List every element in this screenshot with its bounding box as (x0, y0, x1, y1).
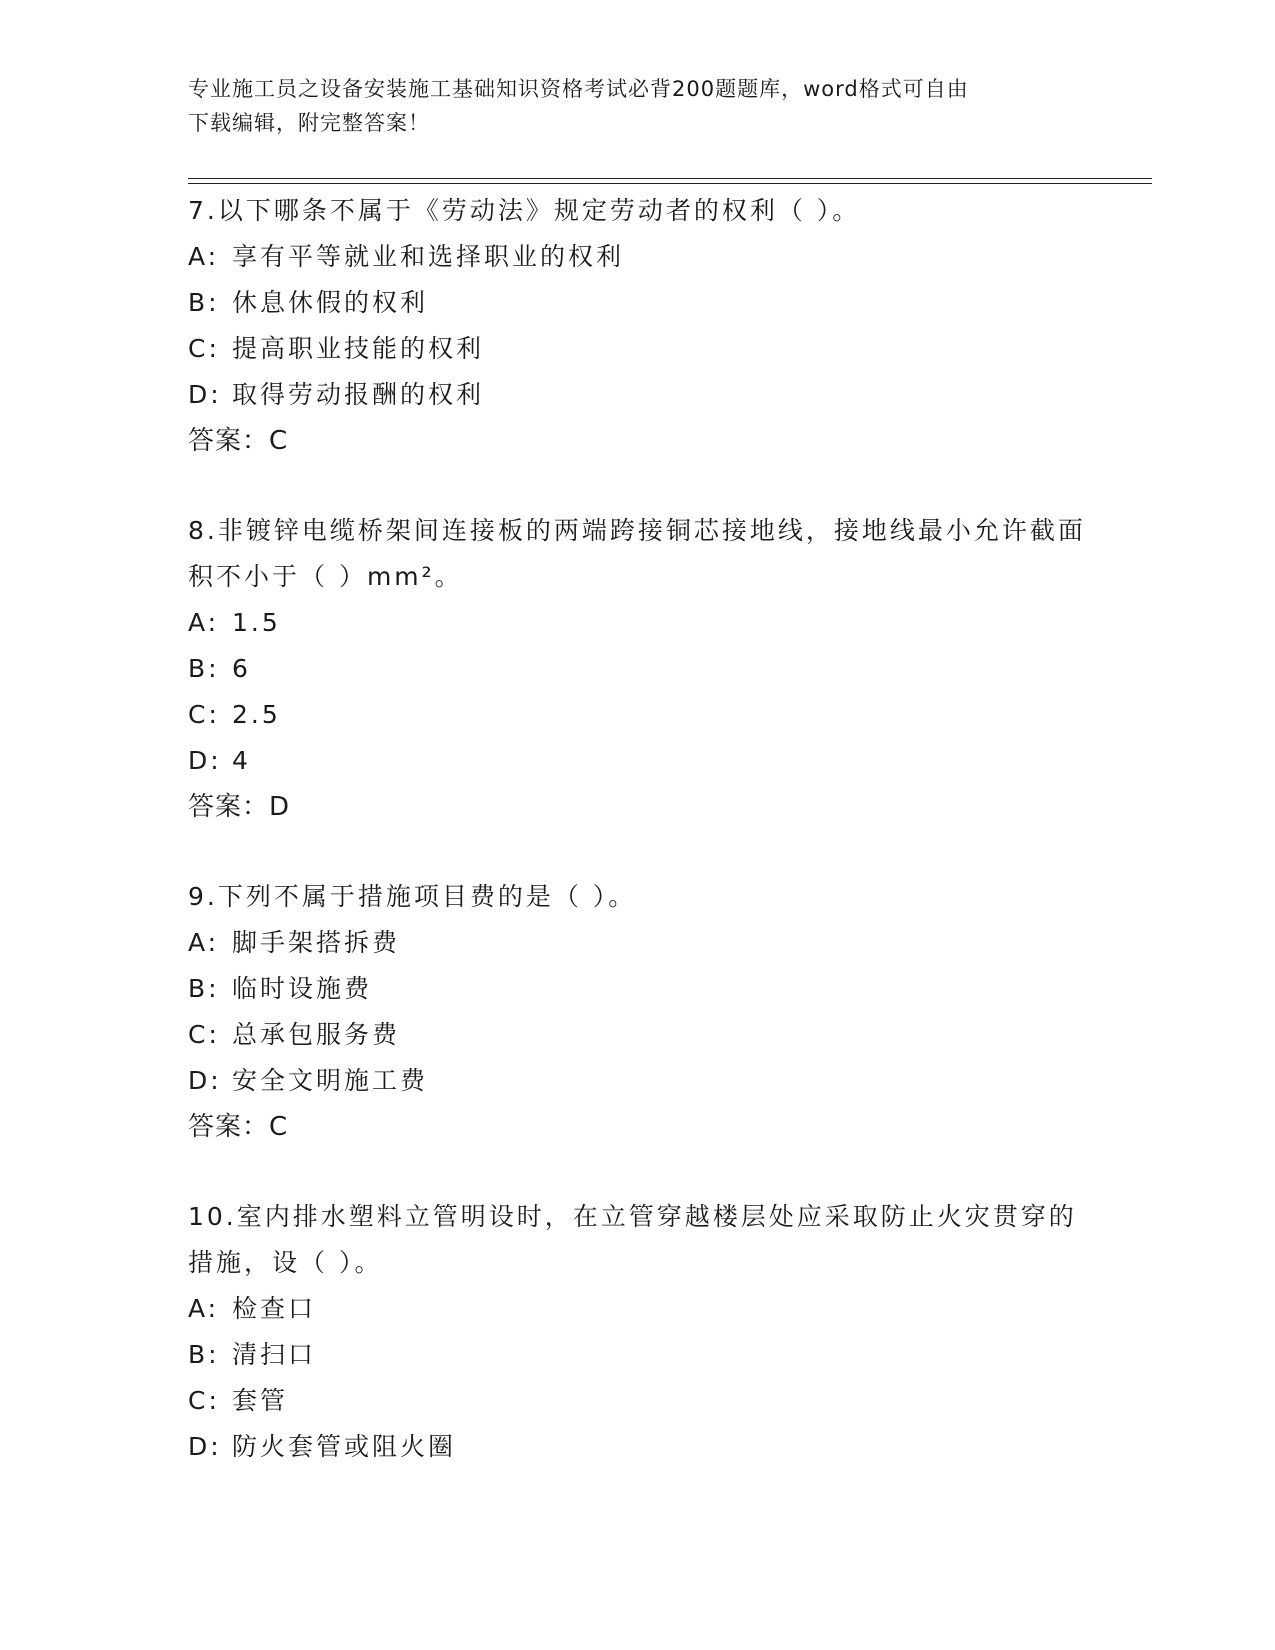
option-a (188, 600, 1088, 646)
answer: 答案：D (188, 792, 291, 822)
question-text: 10.室内排水塑料立管明设时，在立管穿越楼层处应采取防止火灾贯穿的措施，设（ ）。 (188, 1202, 1077, 1277)
option-key: A: (188, 608, 220, 637)
option-text: 临时设施费 (232, 974, 373, 1003)
option-text: 取得劳动报酬的权利 (232, 380, 485, 409)
option-d (188, 1424, 1088, 1470)
option-b (188, 1332, 1088, 1378)
option-text: 清扫口 (232, 1340, 317, 1369)
option-b (188, 966, 1088, 1012)
option-text: 总承包服务费 (232, 1020, 401, 1049)
option-key: B: (188, 974, 220, 1003)
option-text: 享有平等就业和选择职业的权利 (232, 242, 625, 271)
option-a (188, 920, 1088, 966)
option-d (188, 372, 1088, 418)
option-c (188, 1012, 1088, 1058)
option-key: B: (188, 654, 220, 683)
question-list (188, 188, 1088, 1514)
option-text: 1.5 (232, 608, 281, 637)
option-c (188, 1378, 1088, 1424)
question-text: 9.下列不属于措施项目费的是（ ）。 (188, 882, 637, 911)
option-b (188, 280, 1088, 326)
question-9 (188, 874, 1088, 1150)
question-8 (188, 508, 1088, 830)
option-key: A: (188, 928, 220, 957)
option-key: C: (188, 1020, 220, 1049)
option-c (188, 692, 1088, 738)
option-c (188, 326, 1088, 372)
option-text: 6 (232, 654, 251, 683)
option-a (188, 1286, 1088, 1332)
option-text: 套管 (232, 1386, 289, 1415)
header-line-2: 下载编辑，附完整答案！ (188, 111, 430, 135)
option-key: D: (188, 1432, 222, 1461)
option-key: B: (188, 1340, 220, 1369)
answer: 答案：C (188, 426, 289, 456)
option-a (188, 234, 1088, 280)
question-7 (188, 188, 1088, 464)
option-text: 脚手架搭拆费 (232, 928, 401, 957)
option-key: C: (188, 700, 220, 729)
option-key: C: (188, 1386, 220, 1415)
question-10 (188, 1194, 1088, 1470)
option-b (188, 646, 1088, 692)
option-text: 2.5 (232, 700, 281, 729)
option-text: 检查口 (232, 1294, 317, 1323)
option-key: C: (188, 334, 220, 363)
question-text: 8.非镀锌电缆桥架间连接板的两端跨接铜芯接地线，接地线最小允许截面积不小于（ ）mm²。 (188, 516, 1086, 591)
question-text: 7.以下哪条不属于《劳动法》规定劳动者的权利（ ）。 (188, 196, 861, 225)
option-key: D: (188, 380, 222, 409)
option-key: A: (188, 242, 220, 271)
answer: 答案：C (188, 1112, 289, 1142)
header-divider-bottom (188, 183, 1152, 184)
option-key: D: (188, 1066, 222, 1095)
option-d (188, 1058, 1088, 1104)
option-text: 安全文明施工费 (232, 1066, 429, 1095)
option-text: 提高职业技能的权利 (232, 334, 485, 363)
document-header (188, 72, 1088, 140)
option-key: D: (188, 746, 222, 775)
option-key: A: (188, 1294, 220, 1323)
option-key: B: (188, 288, 220, 317)
option-text: 4 (232, 746, 251, 775)
option-d (188, 738, 1088, 784)
option-text: 防火套管或阻火圈 (232, 1432, 457, 1461)
option-text: 休息休假的权利 (232, 288, 429, 317)
header-divider-top (188, 178, 1152, 179)
header-line-1: 专业施工员之设备安装施工基础知识资格考试必背200题题库，word格式可自由 (188, 77, 969, 101)
